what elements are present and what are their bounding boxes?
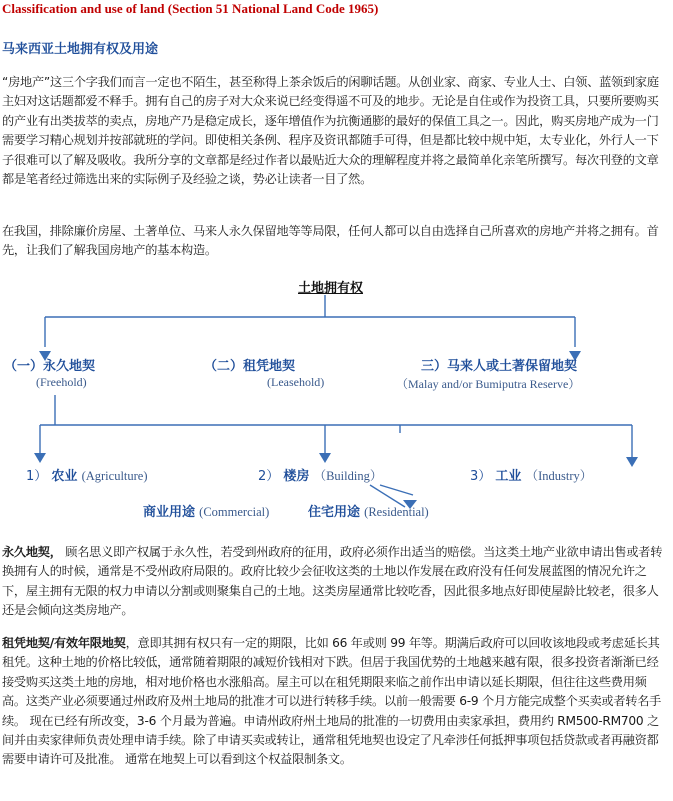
building-commercial-label: 商业用途 (143, 505, 196, 520)
tenure-leasehold-english: (Leasehold) (267, 375, 325, 389)
leasehold-section-body: ，意即其拥有权只有一定的期限，比如 66 年或则 99 年等。期满后政府可以回收该地段或考虑延长其租凭。这种土地的价格比较低，通常随着期限的减短价钱相对下跌。但居于我国优势的土地越来越有限，很多投资者渐渐已经接受购买这类土地的房地，相对地价格也水涨船高。屋主可以在租凭期限来临之前作出申请以延长期限，但往往这些费用频高。这类产业必须要通过州政府及州土地局的批准才可以进行转移手续。以前一般需要 6-9 个月方能完成整个买卖或者转名手续。 现在已经有所改变，3-6 个月最为普遍。申请州政府州土地局的批准的一切费用由卖家承担，费用约 RM500-RM700 之间并由卖家律师负责处理申请手续。除了申请买卖或转让，通常租凭地契也设定了凡牵涉任何抵押事项包括贷款或者再融资都需要申请许可及批准。 通常在地契上可以看到这个权益限制条文。 (2, 636, 662, 767)
diagram-connectors (0, 275, 673, 525)
use-industry-english: （Industry） (525, 469, 593, 483)
land-tenure-diagram (0, 275, 673, 525)
use-building (258, 465, 382, 484)
use-building-number: 2） (258, 469, 280, 484)
use-industry-label: 工业 (495, 469, 522, 484)
leasehold-section (2, 634, 668, 770)
tenure-reserve-english: （Malay and/or Bumiputra Reserve） (396, 377, 581, 391)
freehold-section (2, 543, 668, 621)
building-residential-english: (Residential) (364, 505, 429, 519)
building-residential-label: 住宅用途 (308, 505, 361, 520)
use-industry (470, 465, 592, 484)
building-commercial (143, 501, 269, 520)
building-commercial-english: (Commercial) (199, 505, 270, 519)
use-agriculture-number: 1） (26, 469, 48, 484)
tenure-freehold-english: (Freehold) (36, 375, 87, 389)
tenure-reserve-label: 三）马来人或土著保留地契 (421, 359, 578, 374)
tenure-leasehold-label: （二）租凭地契 (204, 359, 296, 374)
tenure-freehold (4, 355, 95, 374)
tenure-leasehold (204, 355, 295, 374)
use-industry-number: 3） (470, 469, 492, 484)
use-building-english: （Building） (313, 469, 383, 483)
intro-paragraph: “房地产”这三个字我们而言一定也不陌生，甚至称得上茶余饭后的闲聊话题。从创业家、商家、专业人士、白领、蓝领到家庭主妇对这话题都爱不释手。拥有自己的房子对大众来说已经变得遥不可及的地步。无论是自住或作为投资工具，只要所要购买的产业有出类拔萃的卖点，房地产乃是稳定成长，逐年增值作为抗衡通膨的最好的保值工具之一。因此，购买房地产成为一门需要学习精心规划并按部就班的学问。即使相关条例、程序及资讯都随手可得，但是都比较中规中矩，太专业化，外行人一下子很难可以了解及吸收。我所分享的文章都是经过作者以最贴近大众的理解程度并将之最简单化亲笔所撰写。每次刊登的文章都是笔者经过筛选出来的实际例子及经验之谈，势必让读者一目了然。 (2, 75, 659, 187)
document-title-chinese: 马来西亚土地拥有权及用途 (2, 42, 159, 57)
use-agriculture-english: (Agriculture) (81, 469, 148, 483)
freehold-section-heading: 永久地契， (2, 545, 62, 559)
use-agriculture-label: 农业 (51, 469, 78, 484)
use-building-label: 楼房 (283, 469, 310, 484)
diagram-title: 土地拥有权 (298, 281, 364, 296)
use-agriculture (26, 465, 148, 484)
building-residential (308, 501, 429, 520)
tenure-freehold-label: （一）永久地契 (4, 359, 96, 374)
freehold-section-body: 顾名思义即产权属于永久性，若受到州政府的征用，政府必须作出适当的赔偿。当这类土地产业欲申请出售或者转换拥有人的时候，通常是不受州政府局限的。政府比较少会征收这类的土地以作发展在政府没有任何发展蓝图的情况允许之下，屋主拥有无限的权力申请以分割或则聚集自己的土地。这类房屋通常比较吃香，因此很多地点好即使屋龄比较老，很多人还是会倾向这类房地产。 (2, 545, 663, 618)
context-paragraph: 在我国，排除廉价房屋、土著单位、马来人永久保留地等等局限，任何人都可以自由选择自己所喜欢的房地产并将之拥有。首先，让我们了解我国房地产的基本构造。 (2, 224, 659, 258)
leasehold-section-heading: 租凭地契/有效年限地契 (2, 636, 126, 650)
tenure-reserve (421, 355, 577, 374)
document-title-english: Classification and use of land (Section 51 National Land Code 1965) (2, 1, 379, 16)
